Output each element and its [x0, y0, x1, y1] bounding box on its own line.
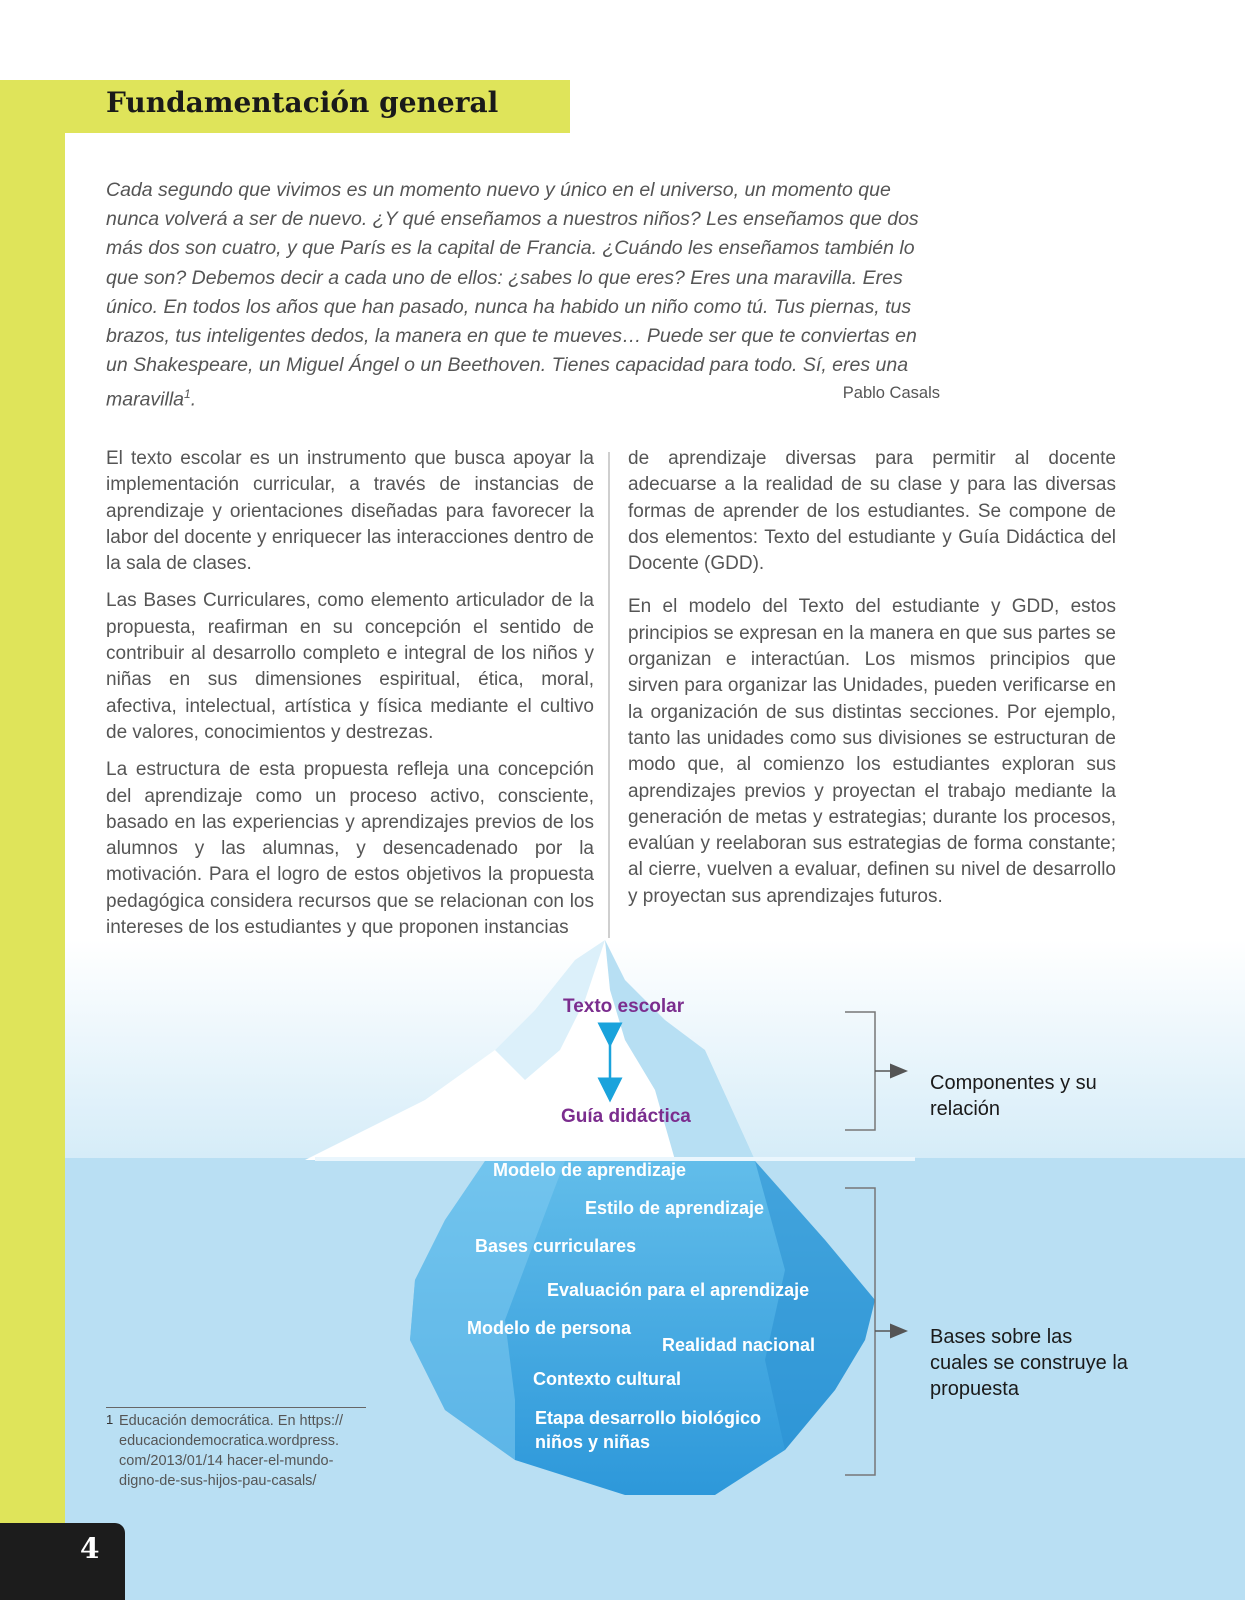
label-contexto-cultural: Contexto cultural: [533, 1369, 682, 1389]
iceberg-illustration: [65, 940, 1245, 1600]
paragraph: Las Bases Curriculares, como elemento articulador de la propuesta, reafirman en su concepción el sentido de contribuir al desarrollo completo e integral de los niños y niñas en sus dimensiones espiritual, ética, moral, afectiva, intelectual, artística y física mediante el cultivo de valores, conocimientos y destrezas.: [106, 590, 594, 743]
column-divider: [608, 452, 610, 938]
footnote-rule: [106, 1407, 366, 1408]
quote-author: Pablo Casals: [842, 384, 940, 402]
footnote-number: 1: [106, 1412, 114, 1427]
paragraph: La estructura de esta propuesta refleja una concepción del aprendizaje como un proceso activo, consciente, basado en las experiencias y aprendizajes previos de los alumnos y las alumnas, y desencadenado por la motivación. Para el logro de estos objetivos la propuesta pedagógica considera recursos que se relacionan con los intereses de los estudiantes y que proponen instancias: [106, 759, 594, 939]
page-number: 4: [80, 1532, 100, 1565]
paragraph: El texto escolar es un instrumento que busca apoyar la implementación curricular, a través de instancias de aprendizaje y orientaciones diseñadas para favorecer la labor del docente y enriquecer las interacciones dentro de la sala de clases.: [106, 448, 594, 575]
iceberg-diagram: [65, 940, 1245, 1600]
side-label-componentes: Componentes y su relación: [930, 1072, 1097, 1120]
label-evaluacion: Evaluación para el aprendizaje: [547, 1280, 810, 1300]
page-number-box: [0, 1523, 125, 1600]
epigraph-quote: Cada segundo que vivimos es un momento nuevo y único en el universo, un momento que nunca volverá a ser de nuevo. ¿Y qué enseñamos a nuestros niños? Les enseñamos que dos más dos son cuatro, y que París es la capital de Francia. ¿Cuándo les enseñamos también lo que son? Debemos decir a cada uno de ellos: ¿sabes lo que eres? Eres una maravilla. Eres único. En todos los años que han pasado, nunca ha habido un niño como tú. Tus piernas, tus brazos, tus inteligentes dedos, la manera en que te mueves… Puede ser que te conviertas en un Shakespeare, un Miguel Ángel o un Beethoven. Tienes capacidad para todo. Sí, eres una maravilla$^1$.: [106, 179, 919, 411]
quote-text: Cada segundo que vivimos es un momento nuevo y único en el universo, un momento que nunca volverá a ser de nuevo. ¿Y qué enseñamos a nuestros niños? Les enseñamos que dos más dos son cuatro, y que París es la capital de Francia. ¿Cuándo les enseñamos también lo que son? Debemos decir a cada uno de ellos: ¿sabes lo que eres? Eres una maravilla. Eres único. En todos los años que han pasado, nunca ha habido un niño como tú. Tus piernas, tus brazos, tus inteligentes dedos, la manera en que te mueves… Puede ser que te conviertas en un Shakespeare, un Miguel Ángel o un Beethoven. Tienes capacidad para todo. Sí, eres una maravilla: [106, 179, 919, 411]
page-title: Fundamentación general: [106, 86, 499, 119]
body-column-right: [628, 446, 1116, 921]
label-texto-escolar: Texto escolar: [563, 996, 685, 1017]
side-label-bases: Bases sobre las cuales se construye la propuesta: [930, 1326, 1128, 1400]
label-bases-curriculares: Bases curriculares: [475, 1236, 637, 1256]
paragraph: En el modelo del Texto del estudiante y GDD, estos principios se expresan en la manera en que sus partes se organizan e interactúan. Los mismos principios que sirven para organizar las Unidades, pueden verificarse en la organización de sus distintas secciones. Por ejemplo, tanto las unidades como sus divisiones se estructuran de modo que, al comienzo los estudiantes exploran sus aprendizajes previos y proyectan el trabajo mediante la generación de metas y estrategias; durante los procesos, evalúan y reelaboran sus estrategias de forma constante; al cierre, vuelven a evaluar, definen su nivel de desarrollo y proyectan sus aprendizajes futuros.: [628, 596, 1116, 907]
label-realidad-nacional: Realidad nacional: [662, 1335, 816, 1355]
side-accent-bar: [0, 80, 65, 1600]
label-etapa-desarrollo: Etapa desarrollo biológico niños y niñas: [535, 1408, 762, 1452]
label-estilo-aprendizaje: Estilo de aprendizaje: [585, 1198, 765, 1218]
label-guia-didactica: Guía didáctica: [561, 1106, 691, 1127]
label-modelo-persona: Modelo de persona: [467, 1318, 632, 1338]
body-column-left: [106, 446, 594, 952]
paragraph: de aprendizaje diversas para permitir al docente adecuarse a la realidad de su clase y para las diversas formas de aprender de los estudiantes. Se compone de dos elementos: Texto del estudiante y Guía Didáctica del Docente (GDD).: [628, 448, 1116, 575]
label-modelo-aprendizaje: Modelo de aprendizaje: [493, 1160, 687, 1180]
quote-footnote-ref: 1: [184, 387, 191, 402]
footnote-text: Educación democrática. En https:// educaciondemocratica.wordpress. com/2013/01/14 hacer-el-mundo-digno-de-sus-hijos-pau-casals/: [119, 1413, 344, 1489]
